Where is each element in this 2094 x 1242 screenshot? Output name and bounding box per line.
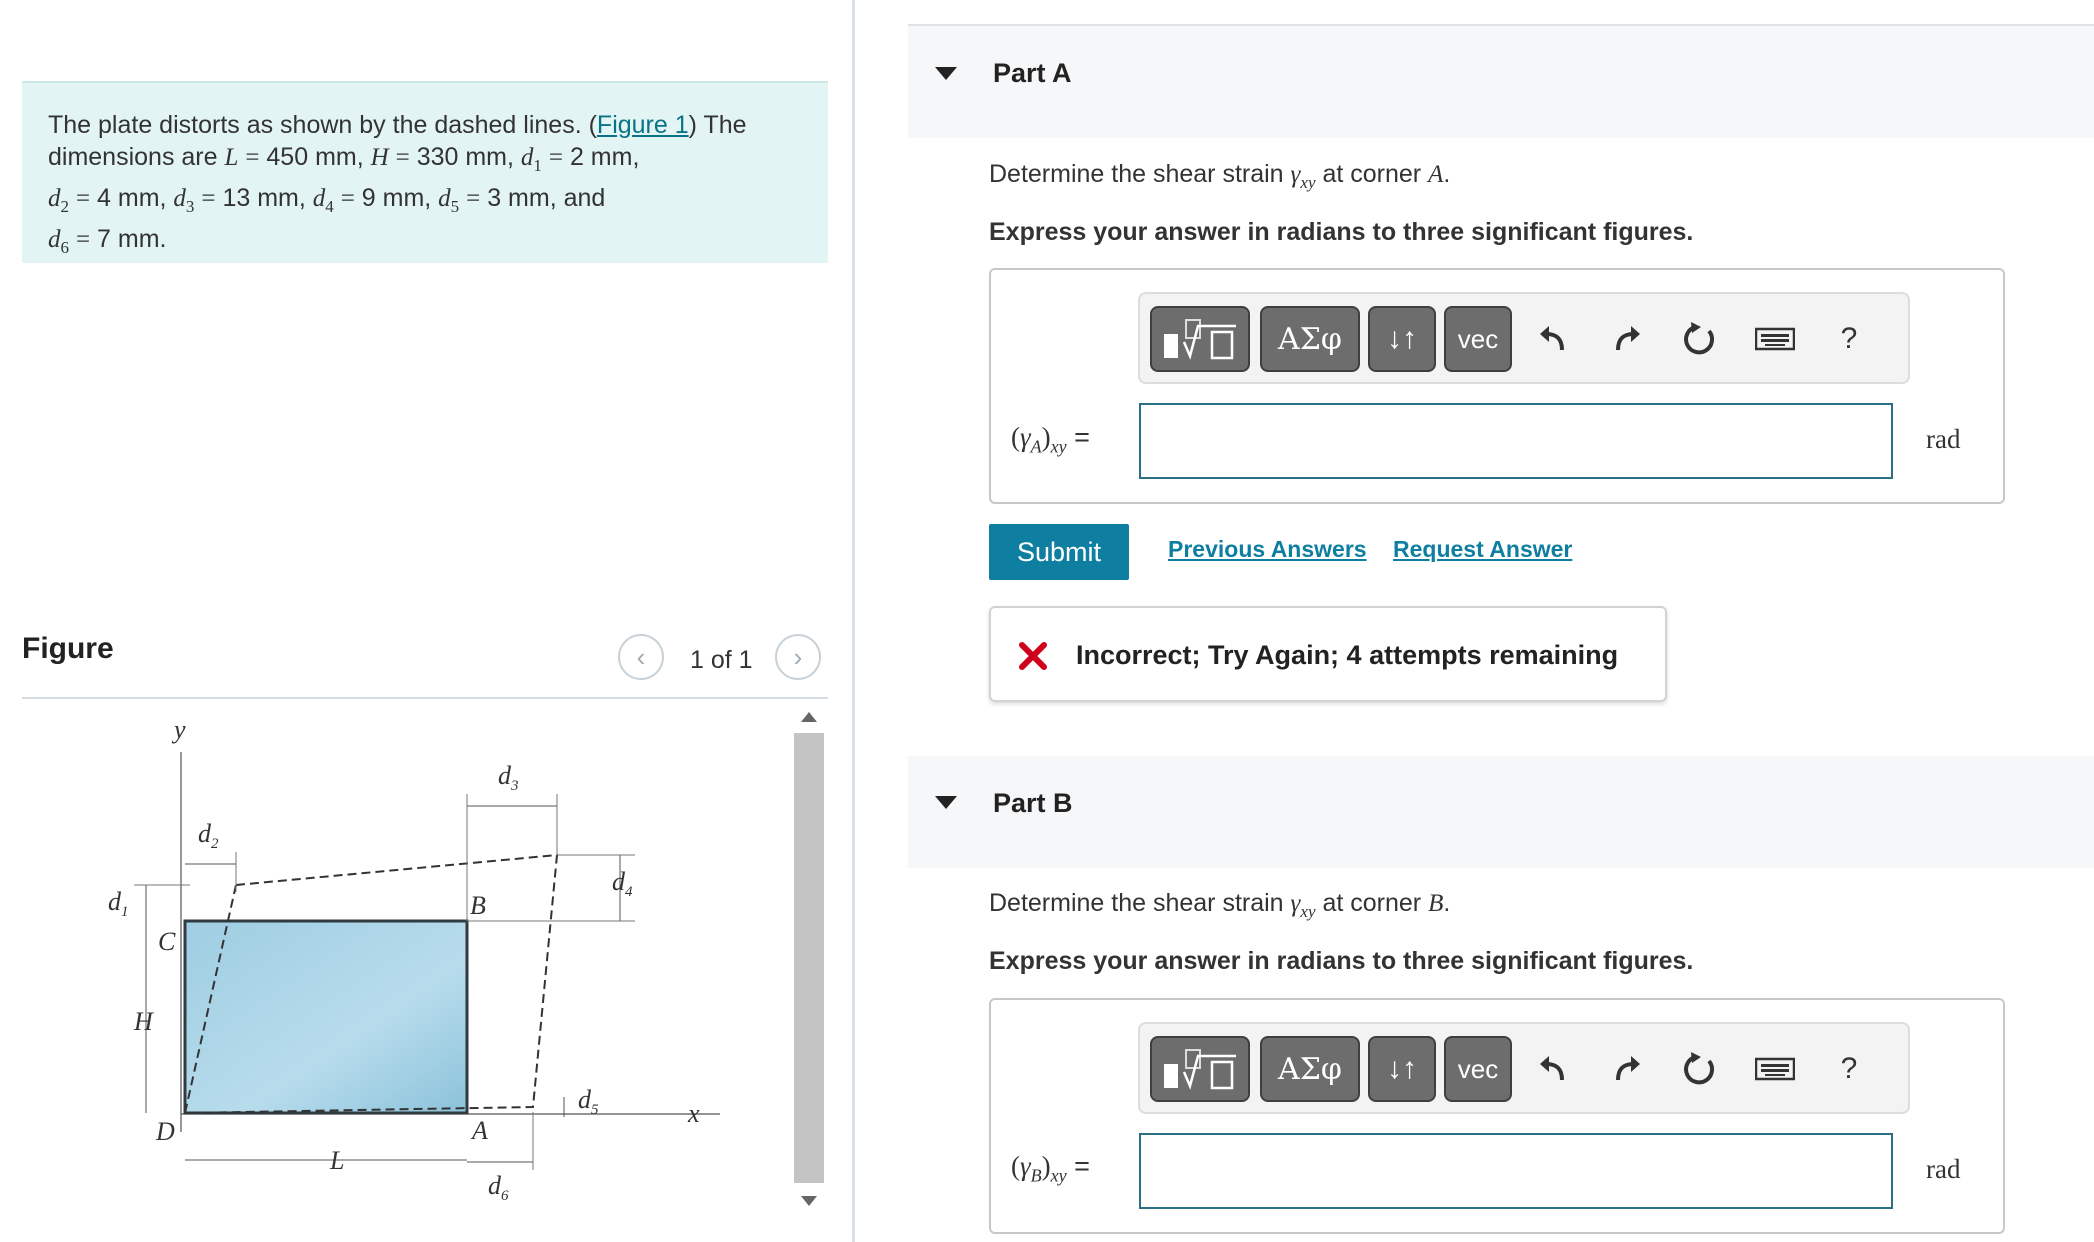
part-a-answer-input[interactable]: [1139, 403, 1893, 479]
keyboard-icon: [1755, 1056, 1795, 1082]
plate: [185, 921, 467, 1113]
figure-diagram: [90, 712, 730, 1202]
problem-line-2: dimensions are L = 450 mm, H = 330 mm, $d_1 = 2$ mm,: [48, 143, 640, 175]
request-answer-link[interactable]: Request Answer: [1393, 536, 1573, 562]
undo-button[interactable]: [1530, 316, 1576, 362]
next-figure-button[interactable]: [775, 634, 821, 680]
d2-label: $d_2$: [198, 819, 219, 852]
redo-button[interactable]: [1604, 316, 1650, 362]
chevron-left-icon: ‹: [636, 641, 646, 672]
part-b-unit: rad: [1926, 1154, 1961, 1184]
undo-button[interactable]: [1530, 1046, 1576, 1092]
corner-C-label: C: [158, 927, 176, 956]
part-a-answer-label: $(\gamma_A)_{xy}$ =: [1011, 422, 1090, 457]
reset-button[interactable]: [1676, 316, 1722, 362]
prev-figure-button[interactable]: [618, 634, 664, 680]
keyboard-button[interactable]: [1750, 1046, 1800, 1092]
reset-icon: [1681, 321, 1717, 357]
part-b-title: Part B: [993, 788, 1073, 818]
templates-button[interactable]: [1150, 306, 1250, 372]
redo-button[interactable]: [1604, 1046, 1650, 1092]
d3-label: $d_3$: [498, 761, 519, 794]
help-button[interactable]: ?: [1840, 322, 1858, 355]
help-button[interactable]: ?: [1840, 1052, 1858, 1085]
keyboard-icon: [1755, 326, 1795, 352]
d6-label: $d_6$: [488, 1171, 509, 1202]
problem-line-4: $d_6 = 7$ mm.: [48, 225, 167, 257]
greek-button[interactable]: ΑΣφ: [1260, 1036, 1360, 1102]
part-a-title: Part A: [993, 58, 1072, 88]
part-a-header[interactable]: [908, 26, 2094, 138]
scroll-down-icon[interactable]: [801, 1196, 817, 1206]
feedback-text: Incorrect; Try Again; 4 attempts remaining: [1076, 640, 1619, 670]
column-separator: [852, 0, 855, 1242]
corner-D-label: D: [156, 1117, 175, 1146]
problem-statement: [22, 81, 828, 263]
templates-icon: [1160, 316, 1240, 362]
corner-A-label: A: [472, 1116, 488, 1145]
undo-icon: [1536, 322, 1570, 356]
templates-button[interactable]: [1150, 1036, 1250, 1102]
part-b-math-toolbar: [1138, 1022, 1910, 1114]
d5-label: $d_5$: [578, 1085, 599, 1118]
undo-icon: [1536, 1052, 1570, 1086]
submit-button[interactable]: Submit: [989, 524, 1129, 580]
previous-answers-link[interactable]: Previous Answers: [1168, 536, 1367, 562]
part-b-answer-input[interactable]: [1139, 1133, 1893, 1209]
x-mark-icon: [1018, 641, 1048, 671]
greek-button[interactable]: ΑΣφ: [1260, 306, 1360, 372]
figure-scroll-thumb[interactable]: [794, 733, 824, 1183]
figure-title: Figure: [22, 632, 114, 665]
templates-icon: [1160, 1046, 1240, 1092]
part-b-question: Determine the shear strain $\gamma_{xy}$ at corner B.: [989, 889, 1451, 921]
chevron-right-icon: ›: [793, 641, 803, 672]
L-label: L: [330, 1146, 345, 1175]
vec-button[interactable]: vec: [1444, 1036, 1512, 1102]
reset-button[interactable]: [1676, 1046, 1722, 1092]
keyboard-button[interactable]: [1750, 316, 1800, 362]
part-a-unit: rad: [1926, 424, 1961, 454]
part-b-header[interactable]: [908, 756, 2094, 868]
vec-button[interactable]: vec: [1444, 306, 1512, 372]
H-label: H: [134, 1007, 153, 1036]
d1-label: $d_1$: [108, 887, 129, 920]
corner-B-label: B: [470, 891, 486, 920]
part-b-instructions: Express your answer in radians to three significant figures.: [989, 947, 1694, 975]
problem-line-1: The plate distorts as shown by the dashed lines. (Figure 1) The: [48, 111, 747, 139]
collapse-caret-icon[interactable]: [935, 796, 957, 809]
redo-icon: [1610, 1052, 1644, 1086]
arrows-button[interactable]: ↓↑: [1368, 306, 1436, 372]
scroll-up-icon[interactable]: [801, 712, 817, 722]
redo-icon: [1610, 322, 1644, 356]
part-b-answer-label: $(\gamma_B)_{xy}$ =: [1011, 1151, 1090, 1186]
d4-label: $d_4$: [612, 867, 633, 900]
x-axis-label: x: [688, 1099, 700, 1128]
figure-divider: [22, 697, 828, 699]
figure-link[interactable]: Figure 1: [596, 111, 689, 139]
part-a-math-toolbar: [1138, 292, 1910, 384]
part-a-question: Determine the shear strain $\gamma_{xy}$ at corner A.: [989, 160, 1451, 192]
part-a-instructions: Express your answer in radians to three significant figures.: [989, 218, 1694, 246]
reset-icon: [1681, 1051, 1717, 1087]
problem-line-3: $d_2 = 4$ mm, $d_3 = 13$ mm, $d_4 = 9$ mm, $d_5 = 3$ mm, and: [48, 184, 606, 216]
collapse-caret-icon[interactable]: [935, 67, 957, 80]
arrows-button[interactable]: ↓↑: [1368, 1036, 1436, 1102]
y-axis-label: y: [174, 715, 186, 744]
figure-pager-text: 1 of 1: [690, 646, 753, 674]
